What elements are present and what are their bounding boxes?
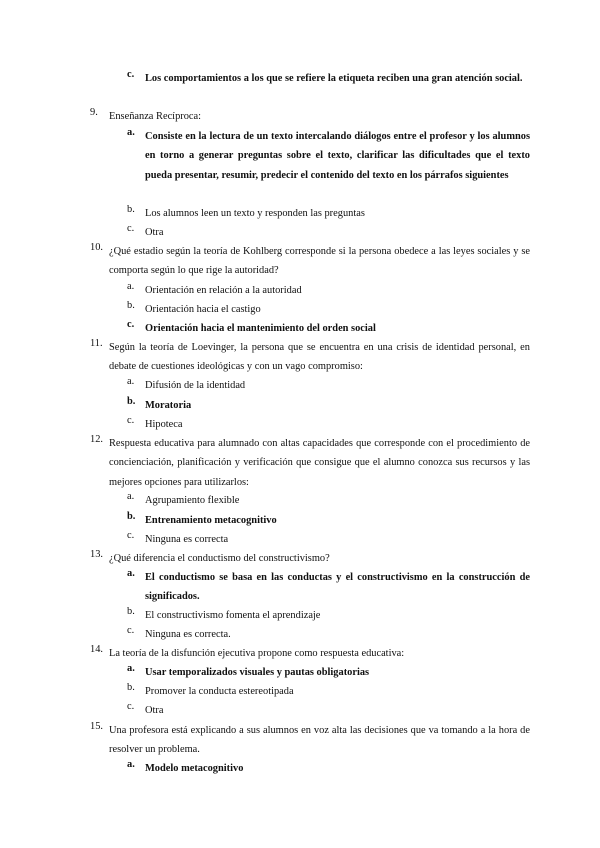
option-text: Difusión de la identidad xyxy=(145,380,246,391)
option-text: Los alumnos leen un texto y responden las preguntas xyxy=(145,208,365,219)
option-a xyxy=(127,663,530,682)
question-number: 14. xyxy=(90,644,103,655)
option-text: Los comportamientos a los que se refiere la etiqueta reciben una gran atención social. xyxy=(145,73,523,84)
option-letter: a. xyxy=(127,568,135,579)
option-b xyxy=(127,511,530,530)
option-letter: b. xyxy=(127,396,136,407)
option-text: Ninguna es correcta. xyxy=(145,629,231,640)
option-a xyxy=(127,759,530,778)
option-letter: a. xyxy=(127,376,135,387)
option-letter: a. xyxy=(127,663,135,674)
question-15 xyxy=(90,721,530,760)
option-b xyxy=(127,300,530,319)
question-11 xyxy=(90,338,530,377)
option-c xyxy=(127,223,530,242)
option-c xyxy=(127,319,530,338)
question-number: 12. xyxy=(90,434,103,445)
question-13 xyxy=(90,549,530,568)
question-text: La teoría de la disfunción ejecutiva propone como respuesta educativa: xyxy=(109,648,405,659)
option-a xyxy=(127,127,530,185)
option-letter: b. xyxy=(127,511,136,522)
option-c xyxy=(127,701,530,720)
option-text: El constructivismo fomenta el aprendizaje xyxy=(145,610,321,621)
option-b xyxy=(127,682,530,701)
question-number: 15. xyxy=(90,721,103,732)
question-14 xyxy=(90,644,530,663)
option-letter: b. xyxy=(127,682,135,693)
option-letter: c. xyxy=(127,625,135,636)
option-a xyxy=(127,568,530,607)
question-text: ¿Qué diferencia el conductismo del constructivismo? xyxy=(109,553,330,564)
option-text: Entrenamiento metacognitivo xyxy=(145,515,277,526)
option-letter: c. xyxy=(127,530,135,541)
option-text: Consiste en la lectura de un texto intercalando diálogos entre el profesor y los alumnos en torno a generar preguntas sobre el texto, clarificar las dificultades que el texto pueda presentar, resumir, predecir el contenido del texto en los párrafos siguientes xyxy=(145,131,530,181)
option-letter: a. xyxy=(127,281,135,292)
option-letter: b. xyxy=(127,300,135,311)
option-letter: c. xyxy=(127,415,135,426)
option-text: Otra xyxy=(145,705,164,716)
option-text: Agrupamiento flexible xyxy=(145,495,240,506)
option-letter: b. xyxy=(127,606,135,617)
option-b xyxy=(127,606,530,625)
option-text: Modelo metacognitivo xyxy=(145,763,244,774)
option-letter: b. xyxy=(127,204,135,215)
question-number: 10. xyxy=(90,242,103,253)
option-c xyxy=(127,625,530,644)
option-text: Hipoteca xyxy=(145,419,183,430)
option-text: Moratoria xyxy=(145,400,192,411)
option-text: Orientación hacia el mantenimiento del orden social xyxy=(145,323,376,334)
question-9 xyxy=(90,107,530,126)
option-text: Ninguna es correcta xyxy=(145,534,229,545)
option-text: El conductismo se basa en las conductas y el constructivismo en la construcción de significados. xyxy=(145,572,530,603)
question-12 xyxy=(90,434,530,492)
option-text: Promover la conducta estereotipada xyxy=(145,686,294,697)
option-text: Usar temporalizados visuales y pautas obligatorias xyxy=(145,667,370,678)
option-a xyxy=(127,376,530,395)
question-text: Una profesora está explicando a sus alumnos en voz alta las decisiones que va tomando a la hora de resolver un problema. xyxy=(109,725,530,756)
option-text: Otra xyxy=(145,227,164,238)
question-number: 9. xyxy=(90,107,98,118)
option-letter: a. xyxy=(127,491,135,502)
option-letter: c. xyxy=(127,701,135,712)
option-letter: a. xyxy=(127,759,135,770)
option-text: Orientación hacia el castigo xyxy=(145,304,261,315)
option-b xyxy=(127,204,530,223)
option-letter: c. xyxy=(127,69,135,80)
question-text: Según la teoría de Loevinger, la persona que se encuentra en una crisis de identidad personal, en debate de cuestiones ideológicas y con un vago compromiso: xyxy=(109,342,530,373)
option-b xyxy=(127,396,530,415)
option-letter: c. xyxy=(127,223,135,234)
option-letter: c. xyxy=(127,319,135,330)
option-c xyxy=(127,530,530,549)
question-number: 11. xyxy=(90,338,103,349)
question-number: 13. xyxy=(90,549,103,560)
question-text: ¿Qué estadio según la teoría de Kohlberg corresponde si la persona obedece a las leyes sociales y se comporta según lo que rige la autoridad? xyxy=(109,246,530,277)
option-a xyxy=(127,491,530,510)
question-text: Respuesta educativa para alumnado con altas capacidades que corresponde con el procedimiento de concienciación, planificación y verificación que consigue que el alumno conozca sus recursos y las mejores opciones para utilizarlos: xyxy=(109,438,530,488)
question-text: Enseñanza Recíproca: xyxy=(109,111,202,122)
option-c xyxy=(127,415,530,434)
question-10 xyxy=(90,242,530,281)
option-text: Orientación en relación a la autoridad xyxy=(145,285,302,296)
option-letter: a. xyxy=(127,127,135,138)
option-a xyxy=(127,281,530,300)
option-c xyxy=(127,69,530,88)
